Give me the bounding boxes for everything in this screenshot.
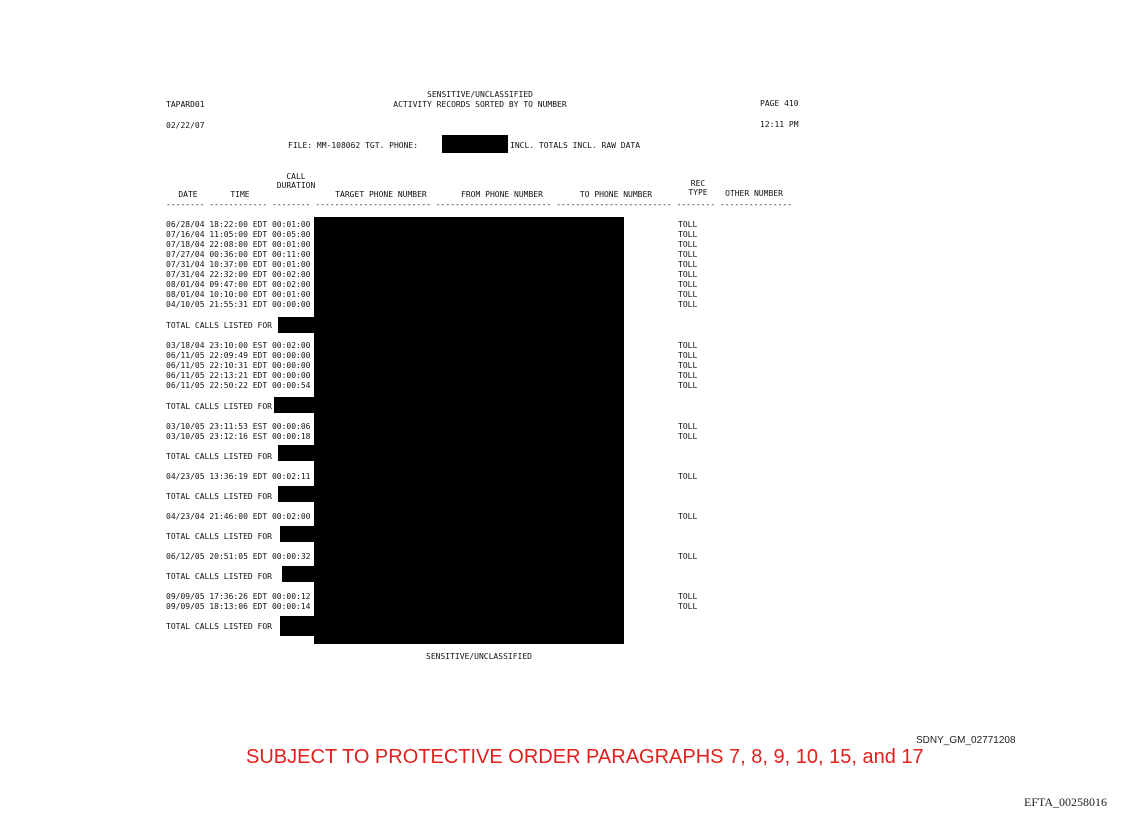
efta-number: EFTA_00258016 xyxy=(1024,795,1108,809)
rec-type: TOLL xyxy=(678,240,698,249)
call-row: 03/10/05 23:11:53 EST 00:00:06 xyxy=(166,422,311,431)
rec-type: TOLL xyxy=(678,371,698,380)
rec-type: TOLL xyxy=(678,250,698,259)
rec-type: TOLL xyxy=(678,472,698,481)
rec-type: TOLL xyxy=(678,260,698,269)
call-row: 03/10/05 23:12:16 EST 00:00:18 xyxy=(166,432,311,441)
call-row: 04/23/05 13:36:19 EDT 00:02:11 xyxy=(166,472,311,481)
file-line-prefix: FILE: MM-108062 TGT. PHONE: xyxy=(288,141,419,150)
col-target-phone: TARGET PHONE NUMBER xyxy=(335,190,427,199)
page-number: PAGE 410 xyxy=(760,99,799,108)
total-calls-label: TOTAL CALLS LISTED FOR xyxy=(166,492,272,501)
rec-type: TOLL xyxy=(678,512,698,521)
report-time: 12:11 PM xyxy=(760,120,799,129)
total-calls-label: TOTAL CALLS LISTED FOR xyxy=(166,622,272,631)
call-row: 07/27/04 00:36:00 EDT 00:11:00 xyxy=(166,250,311,259)
col-to-phone: TO PHONE NUMBER xyxy=(579,190,653,199)
call-row: 07/31/04 22:32:00 EDT 00:02:00 xyxy=(166,270,311,279)
rec-type: TOLL xyxy=(678,602,698,611)
rec-type: TOLL xyxy=(678,290,698,299)
call-row: 06/11/05 22:50:22 EDT 00:00:54 xyxy=(166,381,311,390)
rec-type: TOLL xyxy=(678,592,698,601)
redaction-target-phone xyxy=(442,135,508,153)
redaction-total-target xyxy=(280,526,316,542)
rec-type: TOLL xyxy=(678,280,698,289)
call-row: 07/16/04 11:05:00 EDT 00:05:00 xyxy=(166,230,311,239)
rec-type: TOLL xyxy=(678,361,698,370)
call-row: 09/09/05 17:36:26 EDT 00:00:12 xyxy=(166,592,311,601)
call-row: 06/11/05 22:13:21 EDT 00:00:00 xyxy=(166,371,311,380)
rec-type: TOLL xyxy=(678,422,698,431)
rec-type: TOLL xyxy=(678,351,698,360)
redaction-total-target xyxy=(282,566,316,582)
total-calls-label: TOTAL CALLS LISTED FOR xyxy=(166,532,272,541)
call-row: 04/10/05 21:55:31 EDT 00:00:00 xyxy=(166,300,311,309)
redaction-phone-columns xyxy=(314,217,624,644)
rec-type: TOLL xyxy=(678,381,698,390)
call-row: 06/11/05 22:09:49 EDT 00:00:00 xyxy=(166,351,311,360)
bates-number: SDNY_GM_02771208 xyxy=(916,735,1016,746)
column-separator: -------- ------------ -------- ------------------------ ------------------------ ------------------------ -------- --------------- xyxy=(166,200,793,209)
protective-order-notice: SUBJECT TO PROTECTIVE ORDER PARAGRAPHS 7, 8, 9, 10, 15, and 17 xyxy=(246,746,924,768)
col-rec: REC xyxy=(690,179,706,188)
rec-type: TOLL xyxy=(678,230,698,239)
call-row: 07/31/04 10:37:00 EDT 00:01:00 xyxy=(166,260,311,269)
redaction-total-target xyxy=(280,616,316,636)
program-id: TAPARD01 xyxy=(166,100,205,109)
redaction-total-target xyxy=(278,317,316,333)
col-duration: DURATION xyxy=(276,181,316,190)
total-calls-label: TOTAL CALLS LISTED FOR xyxy=(166,321,272,330)
rec-type: TOLL xyxy=(678,341,698,350)
total-calls-label: TOTAL CALLS LISTED FOR xyxy=(166,402,272,411)
col-other-number: OTHER NUMBER xyxy=(725,189,783,198)
rec-type: TOLL xyxy=(678,300,698,309)
redaction-total-target xyxy=(274,397,316,413)
redaction-total-target xyxy=(278,486,316,502)
rec-type: TOLL xyxy=(678,432,698,441)
rec-type: TOLL xyxy=(678,552,698,561)
col-from-phone: FROM PHONE NUMBER xyxy=(461,190,543,199)
col-call: CALL xyxy=(286,172,306,181)
redaction-total-target xyxy=(278,445,316,461)
call-row: 08/01/04 09:47:00 EDT 00:02:00 xyxy=(166,280,311,289)
call-row: 07/18/04 22:08:00 EDT 00:01:00 xyxy=(166,240,311,249)
col-type: TYPE xyxy=(688,188,708,197)
call-row: 09/09/05 18:13:06 EDT 00:00:14 xyxy=(166,602,311,611)
call-row: 06/28/04 18:22:00 EDT 00:01:00 xyxy=(166,220,311,229)
col-time: TIME xyxy=(230,190,250,199)
classification-footer: SENSITIVE/UNCLASSIFIED xyxy=(426,652,532,661)
total-calls-label: TOTAL CALLS LISTED FOR xyxy=(166,572,272,581)
total-calls-label: TOTAL CALLS LISTED FOR xyxy=(166,452,272,461)
rec-type: TOLL xyxy=(678,220,698,229)
call-row: 08/01/04 10:10:00 EDT 00:01:00 xyxy=(166,290,311,299)
call-row: 06/12/05 20:51:05 EDT 00:00:32 xyxy=(166,552,311,561)
rec-type: TOLL xyxy=(678,270,698,279)
report-date: 02/22/07 xyxy=(166,121,205,130)
report-title: ACTIVITY RECORDS SORTED BY TO NUMBER xyxy=(393,100,567,109)
file-line-suffix: INCL. TOTALS INCL. RAW DATA xyxy=(510,141,641,150)
call-row: 03/18/04 23:10:00 EST 00:02:00 xyxy=(166,341,311,350)
call-row: 04/23/04 21:46:00 EDT 00:02:00 xyxy=(166,512,311,521)
classification-header: SENSITIVE/UNCLASSIFIED xyxy=(427,90,533,99)
col-date: DATE xyxy=(178,190,198,199)
call-row: 06/11/05 22:10:31 EDT 00:00:00 xyxy=(166,361,311,370)
